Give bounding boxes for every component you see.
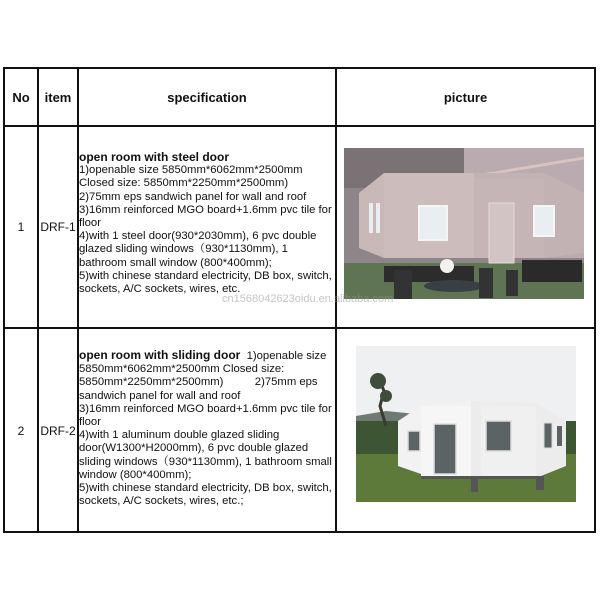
spec-line: Closed size: 5850mm*2250mm*2500mm) — [79, 177, 289, 190]
spec-line: 3)16mm reinforced MGO board+1.6mm pvc tile for — [79, 203, 332, 216]
picture-container-house-indoor — [344, 148, 584, 299]
spec-title: open room with steel door — [79, 150, 230, 164]
header-specification: specification — [167, 90, 247, 105]
row-1-item: DRF-1 — [40, 220, 76, 234]
row-1-no: 1 — [17, 220, 25, 234]
spec-line: 2)75mm eps sandwich panel for wall and roof — [79, 190, 307, 203]
spec-line: sockets, A/C sockets, wires, etc.; — [79, 495, 244, 508]
header-no: No — [12, 90, 30, 105]
spec-line: glazed sliding windows（930*1130mm), 1 — [79, 243, 288, 256]
row-divider — [5, 327, 594, 329]
spec-line: floor — [79, 217, 101, 230]
house-photo-1 — [344, 148, 584, 299]
house-photo-2 — [356, 346, 576, 502]
spec-line: 3)16mm reinforced MGO board+1.6mm pvc tile for — [79, 402, 332, 415]
row-2-item: DRF-2 — [40, 424, 76, 438]
watermark-text: cn1568042623oidu.en.alibaba.com — [222, 293, 394, 305]
spec-line: 4)with 1 aluminum double glazed sliding — [79, 429, 280, 442]
spec-line: 5850mm*6062mm*2500mm Closed size: — [79, 363, 285, 376]
spec-line: 4)with 1 steel door(930*2030mm), 6 pvc double — [79, 230, 317, 243]
picture-container-house-outdoor — [356, 346, 576, 502]
spec-line: 5)with chinese standard electricity, DB box, switch, — [79, 269, 332, 282]
row-2-no: 2 — [17, 424, 25, 438]
spec-line: sliding windows（930*1130mm), 1 bathroom small — [79, 455, 332, 468]
row-2-specification — [79, 349, 332, 508]
spec-title: open room with sliding door — [79, 348, 241, 362]
spec-line: 5850mm*2250mm*2500mm) 2)75mm eps — [79, 376, 318, 389]
spec-line: 1)openable size — [240, 350, 327, 362]
header-item: item — [44, 90, 72, 105]
header-picture: picture — [443, 90, 488, 105]
spec-line: floor — [79, 416, 101, 429]
spec-line: bathroom small window (800*400mm); — [79, 256, 272, 269]
spec-line: sockets, A/C sockets, wires, etc. — [79, 283, 241, 296]
spec-line: sandwich panel for wall and roof — [79, 389, 241, 402]
spec-line: 5)with chinese standard electricity, DB box, switch, — [79, 482, 332, 495]
spec-line: 1)openable size 5850mm*6062mm*2500mm — [79, 164, 303, 177]
row-1-specification — [79, 151, 332, 296]
spec-line: window (800*400mm); — [79, 468, 192, 481]
spec-line: door(W1300*H2000mm), 6 pvc double glazed — [79, 442, 309, 455]
